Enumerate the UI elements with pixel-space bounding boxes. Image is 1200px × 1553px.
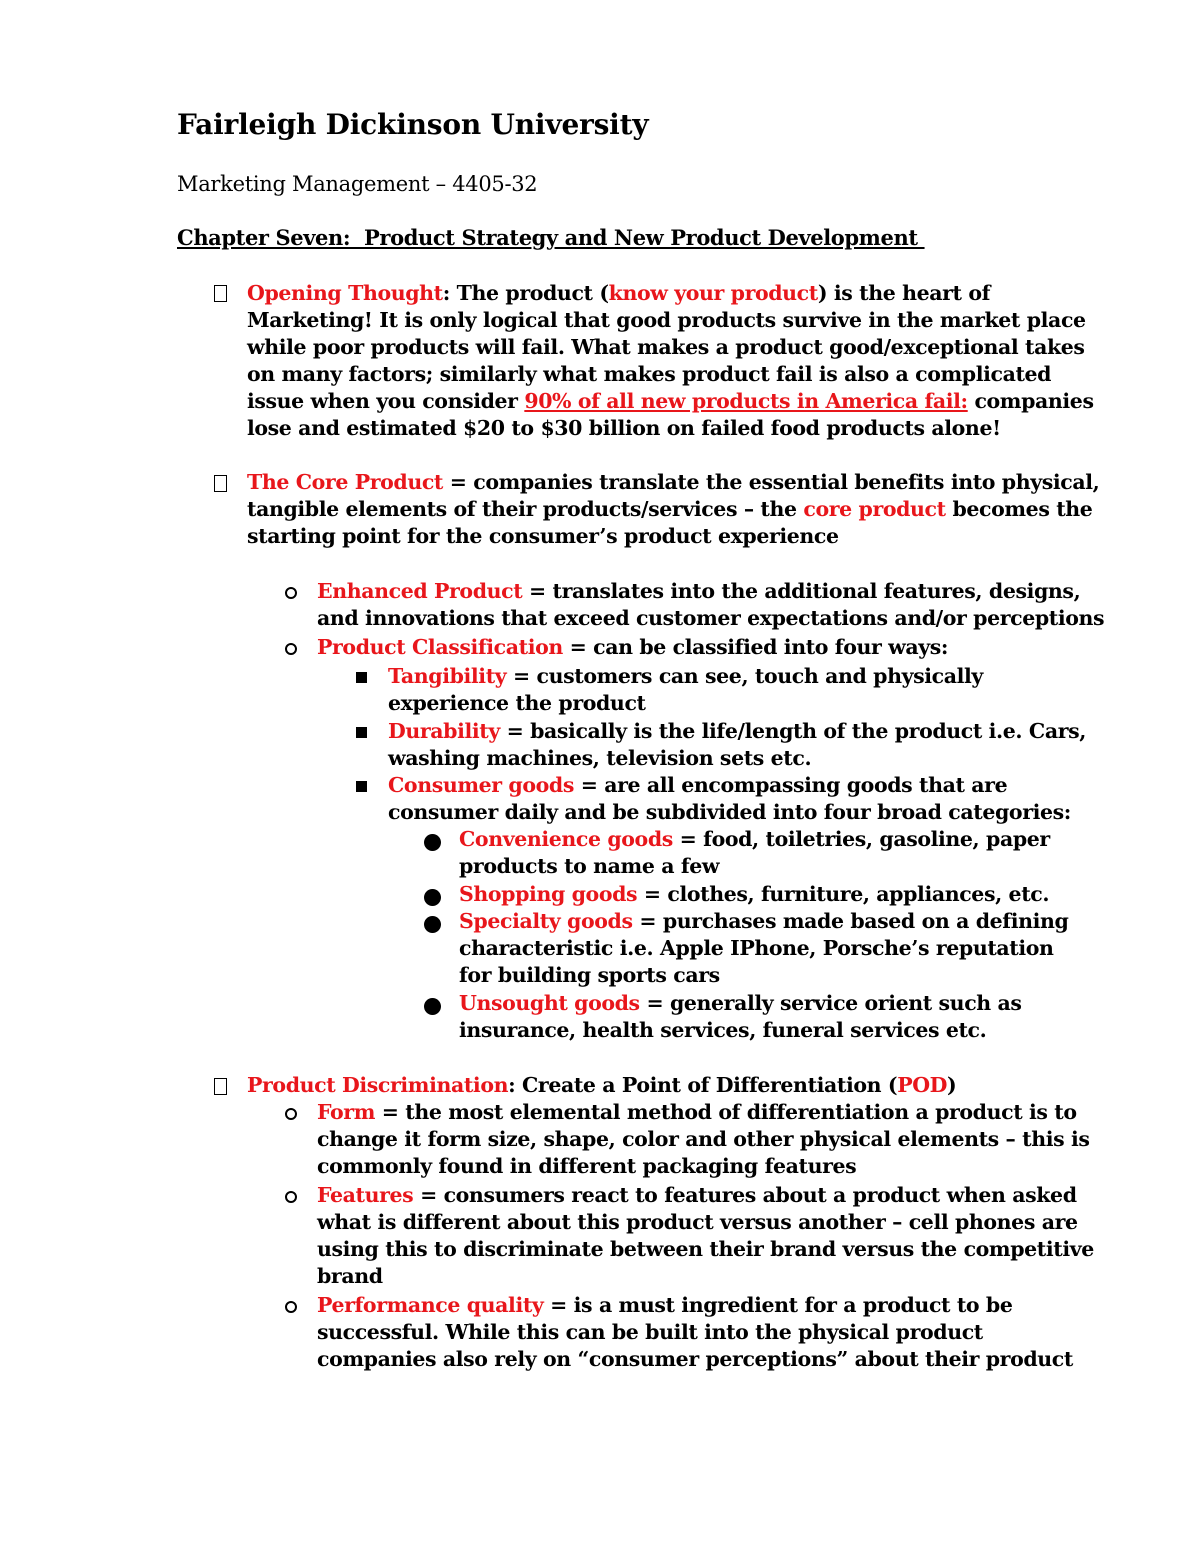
course-title: Marketing Management – 4405-32 xyxy=(177,172,538,196)
circle-bullet-icon xyxy=(285,1108,297,1120)
term-pod: POD xyxy=(897,1073,948,1097)
unsought-goods-block: Unsought goods = generally service orient such as insurance, health services, funeral services etc. xyxy=(459,991,1022,1042)
term-durability: Durability xyxy=(388,719,500,743)
specialty-goods-block: Specialty goods = purchases made based on a defining characteristic i.e. Apple IPhone, Porsche’s reputation for building sports cars xyxy=(459,909,1069,987)
features-block: Features = consumers react to features about a product when asked what is different about this product versus another – cell phones are using this to discriminate between their brand versus the competitive brand xyxy=(317,1183,1094,1288)
highlight-know-your-product: know your product xyxy=(608,281,818,305)
opening-thought-block: Opening Thought: The product (know your product) is the heart of Marketing! It is only logical that good products survive in the market place while poor products will fail. What makes a product good/exceptional takes on many factors; similarly what makes product fail is also a complicated issue when you consider 90% of all new products in America fail: companies lose and estimated $20 to $30 billion on failed food products alone! xyxy=(247,281,1094,440)
term-shopping-goods: Shopping goods xyxy=(459,882,638,906)
performance-quality-block: Performance quality = is a must ingredient for a product to be successful. While this can be built into the physical product companies also rely on “consumer perceptions” about their product xyxy=(317,1293,1073,1371)
square-bullet-icon xyxy=(356,727,367,738)
product-classification-block: Product Classification = can be classified into four ways: xyxy=(317,635,949,659)
term-tangibility: Tangibility xyxy=(388,664,507,688)
shopping-goods-block: Shopping goods = clothes, furniture, appliances, etc. xyxy=(459,882,1050,906)
circle-bullet-icon xyxy=(285,643,297,655)
term-performance-quality: Performance quality xyxy=(317,1293,544,1317)
term-consumer-goods: Consumer goods xyxy=(388,773,574,797)
highlight-statistic: 90% of all new products in America fail: xyxy=(524,389,968,413)
term-unsought-goods: Unsought goods xyxy=(459,991,640,1015)
term-enhanced-product: Enhanced Product xyxy=(317,579,523,603)
enhanced-product-block: Enhanced Product = translates into the additional features, designs, and innovations that exceed customer expectations and/or perceptions xyxy=(317,579,1105,630)
term-features: Features xyxy=(317,1183,414,1207)
checkbox-bullet-icon xyxy=(214,285,227,302)
dot-bullet-icon xyxy=(424,998,441,1015)
form-block: Form = the most elemental method of differentiation a product is to change it form size, shape, color and other physical elements – this is commonly found in different packaging features xyxy=(317,1100,1090,1178)
checkbox-bullet-icon xyxy=(214,1078,227,1095)
dot-bullet-icon xyxy=(424,916,441,933)
dot-bullet-icon xyxy=(424,834,441,851)
consumer-goods-block: Consumer goods = are all encompassing goods that are consumer daily and be subdivided into four broad categories: xyxy=(388,773,1071,824)
chapter-heading: Chapter Seven: Product Strategy and New Product Development xyxy=(177,225,925,250)
checkbox-bullet-icon xyxy=(214,475,227,492)
term-opening-thought: Opening Thought xyxy=(247,281,443,305)
university-title: Fairleigh Dickinson University xyxy=(177,108,649,141)
durability-block: Durability = basically is the life/length of the product i.e. Cars, washing machines, television sets etc. xyxy=(388,719,1086,770)
square-bullet-icon xyxy=(356,672,367,683)
circle-bullet-icon xyxy=(285,1191,297,1203)
term-product-classification: Product Classification xyxy=(317,635,563,659)
term-form: Form xyxy=(317,1100,375,1124)
core-product-block: The Core Product = companies translate the essential benefits into physical, tangible elements of their products/services – the core product becomes the starting point for the consumer’s product experience xyxy=(247,470,1100,548)
circle-bullet-icon xyxy=(285,587,297,599)
product-discrimination-block: Product Discrimination: Create a Point of Differentiation (POD) xyxy=(247,1073,957,1097)
circle-bullet-icon xyxy=(285,1301,297,1313)
square-bullet-icon xyxy=(356,781,367,792)
term-convenience-goods: Convenience goods xyxy=(459,827,673,851)
term-core-product: The Core Product xyxy=(247,470,443,494)
convenience-goods-block: Convenience goods = food, toiletries, gasoline, paper products to name a few xyxy=(459,827,1050,878)
term-specialty-goods: Specialty goods xyxy=(459,909,633,933)
tangibility-block: Tangibility = customers can see, touch and physically experience the product xyxy=(388,664,983,715)
term-product-discrimination: Product Discrimination xyxy=(247,1073,509,1097)
highlight-core-product: core product xyxy=(803,497,946,521)
dot-bullet-icon xyxy=(424,889,441,906)
